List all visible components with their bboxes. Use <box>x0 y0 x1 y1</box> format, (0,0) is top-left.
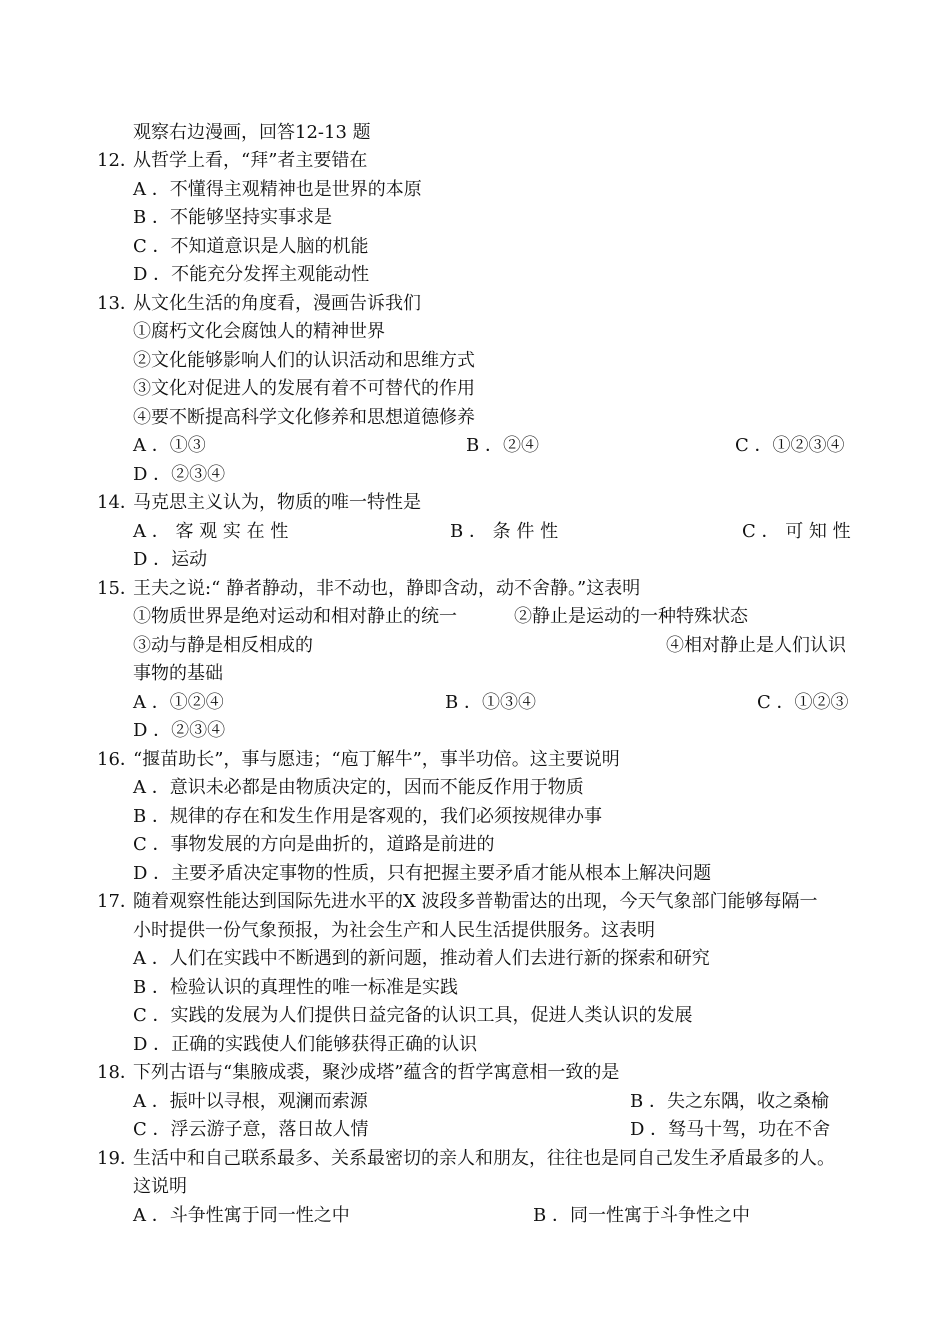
question-17-stem: 随着观察性能达到国际先进水平的X 波段多普勒雷达的出现，今天气象部门能够每隔一 <box>133 891 818 912</box>
question-15-option-c: C ．①②③ <box>757 692 849 713</box>
question-16-stem: “揠苗助长”，事与愿违；“庖丁解牛”，事半功倍。这主要说明 <box>133 749 620 770</box>
question-15-item-3: ③动与静是相反相成的 <box>133 635 313 656</box>
intro-text: 观察右边漫画，回答12-13 题 <box>133 122 371 143</box>
question-12-option-d: D ．不能充分发挥主观能动性 <box>133 264 370 285</box>
question-19-stem: 生活中和自己联系最多、关系最密切的亲人和朋友，往往也是同自己发生矛盾最多的人。 <box>133 1148 835 1169</box>
question-14-option-a: A ． 客 观 实 在 性 <box>133 521 289 542</box>
question-13-option-a: A ．①③ <box>133 435 206 456</box>
question-15-item-4-continued: 事物的基础 <box>133 663 223 684</box>
question-15-option-b: B ．①③④ <box>445 692 536 713</box>
question-13-item-2: ②文化能够影响人们的认识活动和思维方式 <box>133 350 475 371</box>
question-13-number: 13． <box>97 293 138 314</box>
question-13-option-d: D ．②③④ <box>133 464 226 485</box>
question-16-number: 16． <box>97 749 138 770</box>
question-13-item-3: ③文化对促进人的发展有着不可替代的作用 <box>133 378 475 399</box>
question-17-option-a: A ．人们在实践中不断遇到的新问题，推动着人们去进行新的探索和研究 <box>133 948 710 969</box>
question-13-item-1: ①腐朽文化会腐蚀人的精神世界 <box>133 321 385 342</box>
question-13-item-4: ④要不断提高科学文化修养和思想道德修养 <box>133 407 475 428</box>
question-13-option-c: C ．①②③④ <box>735 435 845 456</box>
question-13-option-b: B ．②④ <box>466 435 539 456</box>
question-13-stem: 从文化生活的角度看，漫画告诉我们 <box>133 293 421 314</box>
question-18-option-a: A ．振叶以寻根，观澜而索源 <box>133 1091 368 1112</box>
question-19-option-b: B ．同一性寓于斗争性之中 <box>533 1205 750 1226</box>
question-16-option-c: C ．事物发展的方向是曲折的，道路是前进的 <box>133 834 495 855</box>
question-14-number: 14． <box>97 492 138 513</box>
question-12-number: 12． <box>97 150 138 171</box>
question-15-item-1: ①物质世界是绝对运动和相对静止的统一 <box>133 606 457 627</box>
question-15-option-d: D ．②③④ <box>133 720 226 741</box>
question-18-option-c: C ．浮云游子意，落日故人情 <box>133 1119 369 1140</box>
question-18-option-d: D ．驽马十驾，功在不舍 <box>630 1119 831 1140</box>
question-15-item-2: ②静止是运动的一种特殊状态 <box>514 606 748 627</box>
question-18-stem: 下列古语与“集腋成裘，聚沙成塔”蕴含的哲学寓意相一致的是 <box>133 1062 620 1083</box>
question-16-option-b: B ．规律的存在和发生作用是客观的，我们必须按规律办事 <box>133 806 602 827</box>
question-17-option-d: D ．正确的实践使人们能够获得正确的认识 <box>133 1034 478 1055</box>
question-15-number: 15． <box>97 578 138 599</box>
question-19-number: 19． <box>97 1148 138 1169</box>
question-17-option-c: C ．实践的发展为人们提供日益完备的认识工具，促进人类认识的发展 <box>133 1005 693 1026</box>
question-12-option-a: A ．不懂得主观精神也是世界的本原 <box>133 179 422 200</box>
question-18-number: 18． <box>97 1062 138 1083</box>
question-19-option-a: A ．斗争性寓于同一性之中 <box>133 1205 350 1226</box>
question-12-option-c: C ．不知道意识是人脑的机能 <box>133 236 369 257</box>
question-15-item-4: ④相对静止是人们认识 <box>666 635 846 656</box>
question-16-option-d: D ．主要矛盾决定事物的性质，只有把握主要矛盾才能从根本上解决问题 <box>133 863 712 884</box>
question-19-stem-continued: 这说明 <box>133 1176 187 1197</box>
question-12-option-b: B ．不能够坚持实事求是 <box>133 207 332 228</box>
question-14-option-b: B ． 条 件 性 <box>450 521 559 542</box>
question-14-option-d: D ．运动 <box>133 549 208 570</box>
question-17-number: 17． <box>97 891 138 912</box>
question-12-stem: 从哲学上看，“拜”者主要错在 <box>133 150 368 171</box>
question-14-stem: 马克思主义认为，物质的唯一特性是 <box>133 492 421 513</box>
question-15-stem: 王夫之说:“ 静者静动，非不动也，静即含动，动不舍静。”这表明 <box>133 578 641 599</box>
question-17-option-b: B ．检验认识的真理性的唯一标准是实践 <box>133 977 458 998</box>
question-18-option-b: B ．失之东隅，收之桑榆 <box>630 1091 829 1112</box>
question-14-option-c: C ． 可 知 性 <box>742 521 851 542</box>
question-15-option-a: A ．①②④ <box>133 692 224 713</box>
question-16-option-a: A ．意识未必都是由物质决定的，因而不能反作用于物质 <box>133 777 584 798</box>
question-17-stem-continued: 小时提供一份气象预报，为社会生产和人民生活提供服务。这表明 <box>133 920 655 941</box>
